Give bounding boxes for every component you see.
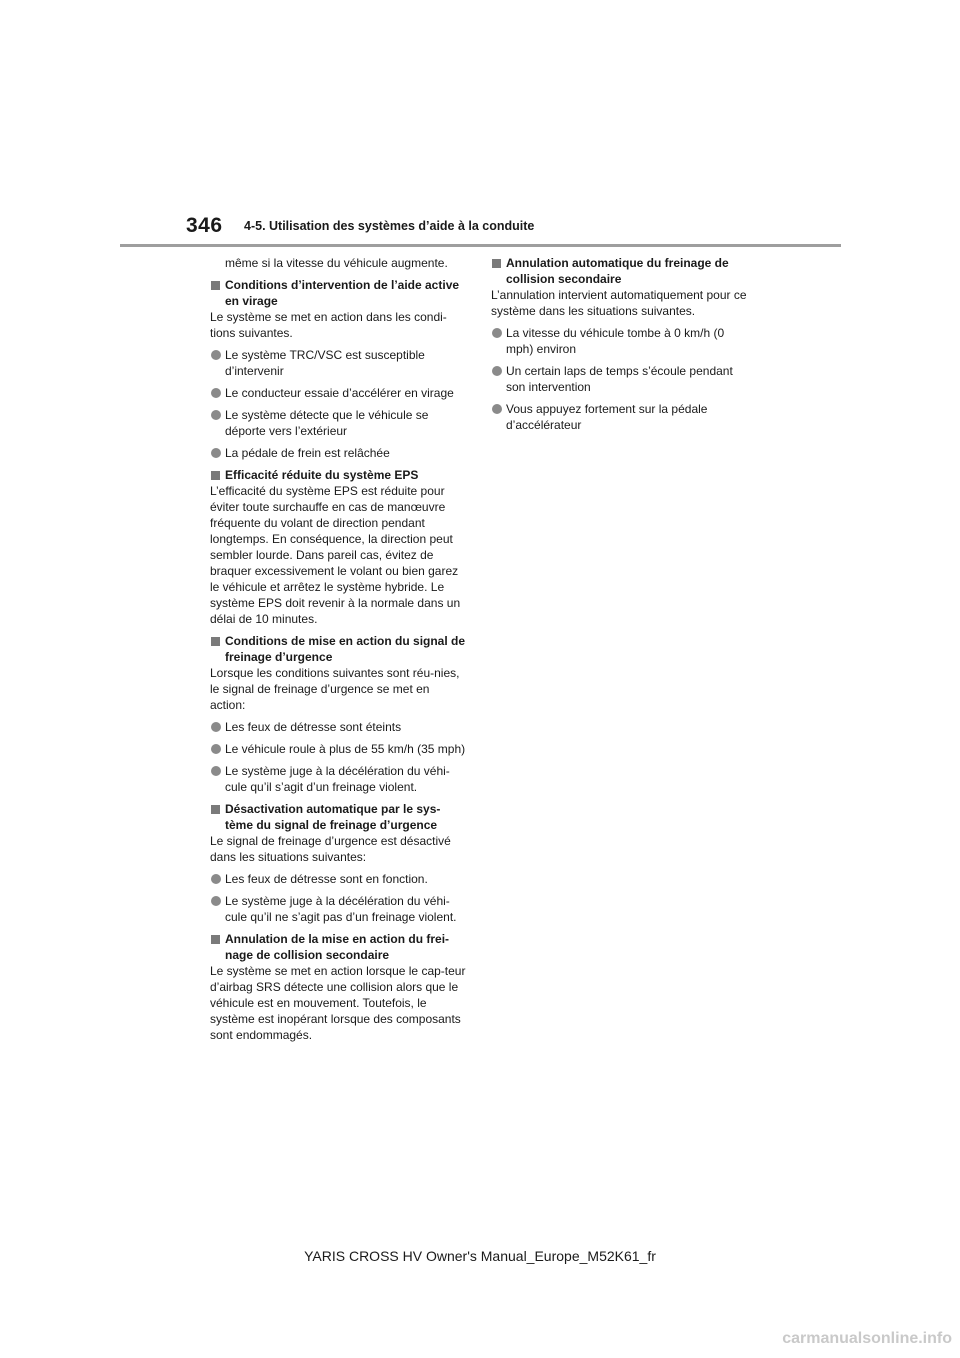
body-text: L’annulation intervient automatiquement pour ce système dans les situations suivantes. <box>491 288 747 318</box>
circle-bullet-icon <box>492 366 502 376</box>
square-bullet-icon <box>211 637 220 646</box>
circle-bullet-icon <box>211 448 221 458</box>
circle-bullet-icon <box>211 388 221 398</box>
square-bullet-icon <box>211 935 220 944</box>
body-text: Lorsque les conditions suivantes sont réu-nies, le signal de freinage d’urgence se met en action: <box>210 666 460 712</box>
list-item <box>210 445 466 461</box>
circle-bullet-icon <box>211 766 221 776</box>
continuation-text: même si la vitesse du véhicule augmente. <box>225 256 448 270</box>
circle-bullet-icon <box>211 874 221 884</box>
circle-bullet-icon <box>211 744 221 754</box>
list-item <box>210 871 466 887</box>
square-bullet-icon <box>492 259 501 268</box>
list-item <box>210 385 466 401</box>
list-item <box>491 325 747 357</box>
list-item <box>491 401 747 433</box>
heading-text: Annulation de la mise en action du frei-nage de collision secondaire <box>225 932 450 962</box>
list-item <box>210 741 466 757</box>
circle-bullet-icon <box>211 722 221 732</box>
body-text: Le système se met en action dans les condi-tions suivantes. <box>210 310 447 340</box>
list-item-text: Le système juge à la décélération du véhi-cule qu’il ne s’agit pas d’un freinage violent. <box>225 894 457 924</box>
page-number: 346 <box>186 214 223 237</box>
circle-bullet-icon <box>492 328 502 338</box>
list-item <box>210 763 466 795</box>
section-heading-signal-deactivation <box>210 801 466 833</box>
body-text: Le signal de freinage d’urgence est désactivé dans les situations suivantes: <box>210 834 451 864</box>
list-item <box>491 363 747 395</box>
circle-bullet-icon <box>211 410 221 420</box>
section-title: 4-5. Utilisation des systèmes d’aide à la conduite <box>244 219 535 233</box>
section-heading-auto-cancel <box>491 255 747 287</box>
body-text: L’efficacité du système EPS est réduite pour éviter toute surchauffe en cas de manœuvre fréquente du volant de direction pendant longtemps. En conséquence, la direction peut sembler lourde. Dans pareil cas, évitez de braquer excessivement le volant ou bien garez le véhicule et arrêtez le système hybride. Le système EPS doit revenir à la normale dans un délai de 10 minutes. <box>210 484 461 626</box>
circle-bullet-icon <box>211 350 221 360</box>
circle-bullet-icon <box>492 404 502 414</box>
circle-bullet-icon <box>211 896 221 906</box>
list-item-text: La pédale de frein est relâchée <box>225 446 390 460</box>
square-bullet-icon <box>211 805 220 814</box>
heading-text: Conditions de mise en action du signal de freinage d’urgence <box>225 634 466 664</box>
list-item-text: Le système détecte que le véhicule se déporte vers l’extérieur <box>225 408 429 438</box>
right-column <box>491 255 747 439</box>
list-item-text: Le système TRC/VSC est susceptible d’intervenir <box>225 348 425 378</box>
body-text: Le système se met en action lorsque le cap-teur d’airbag SRS détecte une collision alors que le véhicule est en mouvement. Toutefois, le système est inopérant lorsque des composants sont endommagés. <box>210 964 466 1042</box>
section-heading-active-cornering <box>210 277 466 309</box>
list-item-text: Un certain laps de temps s’écoule pendant son intervention <box>506 364 733 394</box>
heading-text: Désactivation automatique par le sys-tème du signal de freinage d’urgence <box>225 802 441 832</box>
section-heading-emergency-signal <box>210 633 466 665</box>
list-item-text: Vous appuyez fortement sur la pédale d’accélérateur <box>506 402 708 432</box>
list-item <box>210 347 466 379</box>
watermark: carmanualsonline.info <box>782 1330 952 1347</box>
list-item <box>210 893 466 925</box>
list-item-text: La vitesse du véhicule tombe à 0 km/h (0 mph) environ <box>506 326 725 356</box>
section-heading-eps <box>210 467 466 483</box>
footer-manual-id: YARIS CROSS HV Owner's Manual_Europe_M52K61_fr <box>304 1248 656 1264</box>
left-column <box>210 255 466 1049</box>
square-bullet-icon <box>211 281 220 290</box>
list-item-text: Les feux de détresse sont en fonction. <box>225 872 428 886</box>
heading-text: Efficacité réduite du système EPS <box>225 468 419 482</box>
header-rule <box>120 244 841 247</box>
list-item-text: Le conducteur essaie d’accélérer en virage <box>225 386 454 400</box>
list-item-text: Les feux de détresse sont éteints <box>225 720 402 734</box>
heading-text: Conditions d’intervention de l’aide active en virage <box>225 278 460 308</box>
heading-text: Annulation automatique du freinage de collision secondaire <box>506 256 729 286</box>
square-bullet-icon <box>211 471 220 480</box>
list-item-text: Le système juge à la décélération du véhi-cule qu’il s’agit d’un freinage violent. <box>225 764 450 794</box>
section-heading-secondary-collision-cancel <box>210 931 466 963</box>
list-item <box>210 407 466 439</box>
list-item-text: Le véhicule roule à plus de 55 km/h (35 mph) <box>225 742 466 756</box>
list-item <box>210 719 466 735</box>
